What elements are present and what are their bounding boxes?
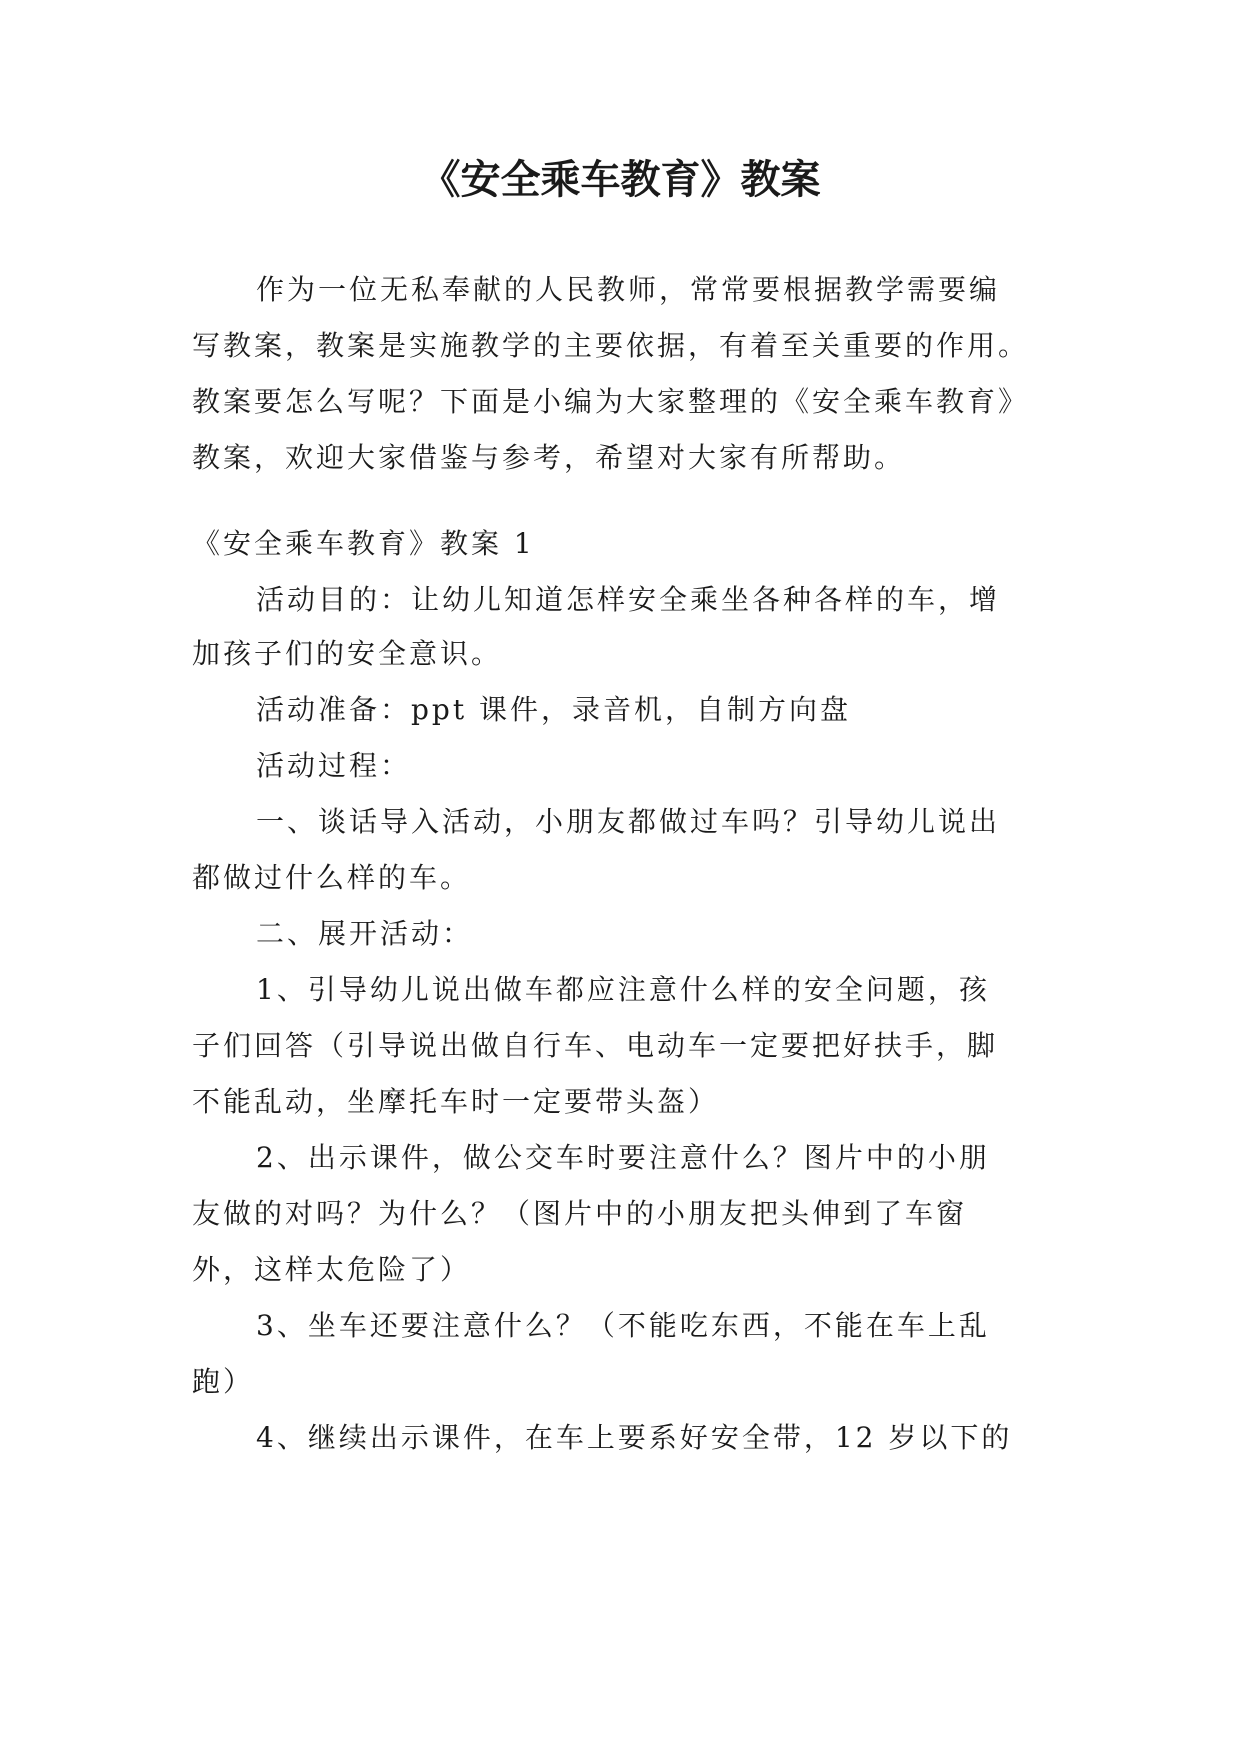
intro-line: 教案，欢迎大家借鉴与参考，希望对大家有所帮助。 bbox=[192, 441, 906, 474]
intro-line: 写教案，教案是实施教学的主要依据，有着至关重要的作用。 bbox=[192, 329, 1030, 362]
body-line: 子们回答（引导说出做自行车、电动车一定要把好扶手，脚 bbox=[192, 1029, 999, 1062]
body-line: 活动过程： bbox=[256, 749, 412, 782]
body-line: 加孩子们的安全意识。 bbox=[192, 637, 503, 670]
body-line: 1、引导幼儿说出做车都应注意什么样的安全问题，孩 bbox=[256, 973, 990, 1006]
body-line: 都做过什么样的车。 bbox=[192, 861, 472, 894]
body-line: 二、展开活动： bbox=[256, 917, 474, 950]
body-line: 活动准备：ppt 课件，录音机，自制方向盘 bbox=[256, 693, 852, 726]
body-line: 活动目的：让幼儿知道怎样安全乘坐各种各样的车，增 bbox=[256, 583, 1001, 616]
intro-line: 作为一位无私奉献的人民教师，常常要根据教学需要编 bbox=[256, 273, 1001, 306]
section-heading: 《安全乘车教育》教案 1 bbox=[192, 527, 535, 560]
body-line: 3、坐车还要注意什么？（不能吃东西，不能在车上乱 bbox=[256, 1309, 990, 1342]
body-line: 4、继续出示课件，在车上要系好安全带，12 岁以下的 bbox=[256, 1421, 1013, 1454]
intro-line: 教案要怎么写呢？下面是小编为大家整理的《安全乘车教育》 bbox=[192, 385, 1030, 418]
body-line: 2、出示课件，做公交车时要注意什么？图片中的小朋 bbox=[256, 1141, 990, 1174]
body-line: 友做的对吗？为什么？（图片中的小朋友把头伸到了车窗 bbox=[192, 1197, 968, 1230]
document-title: 《安全乘车教育》教案 bbox=[420, 157, 821, 203]
body-line: 跑） bbox=[192, 1365, 255, 1398]
body-line: 不能乱动，坐摩托车时一定要带头盔） bbox=[192, 1085, 720, 1118]
body-line: 外，这样太危险了） bbox=[192, 1253, 472, 1286]
body-line: 一、谈话导入活动，小朋友都做过车吗？引导幼儿说出 bbox=[256, 805, 1001, 838]
